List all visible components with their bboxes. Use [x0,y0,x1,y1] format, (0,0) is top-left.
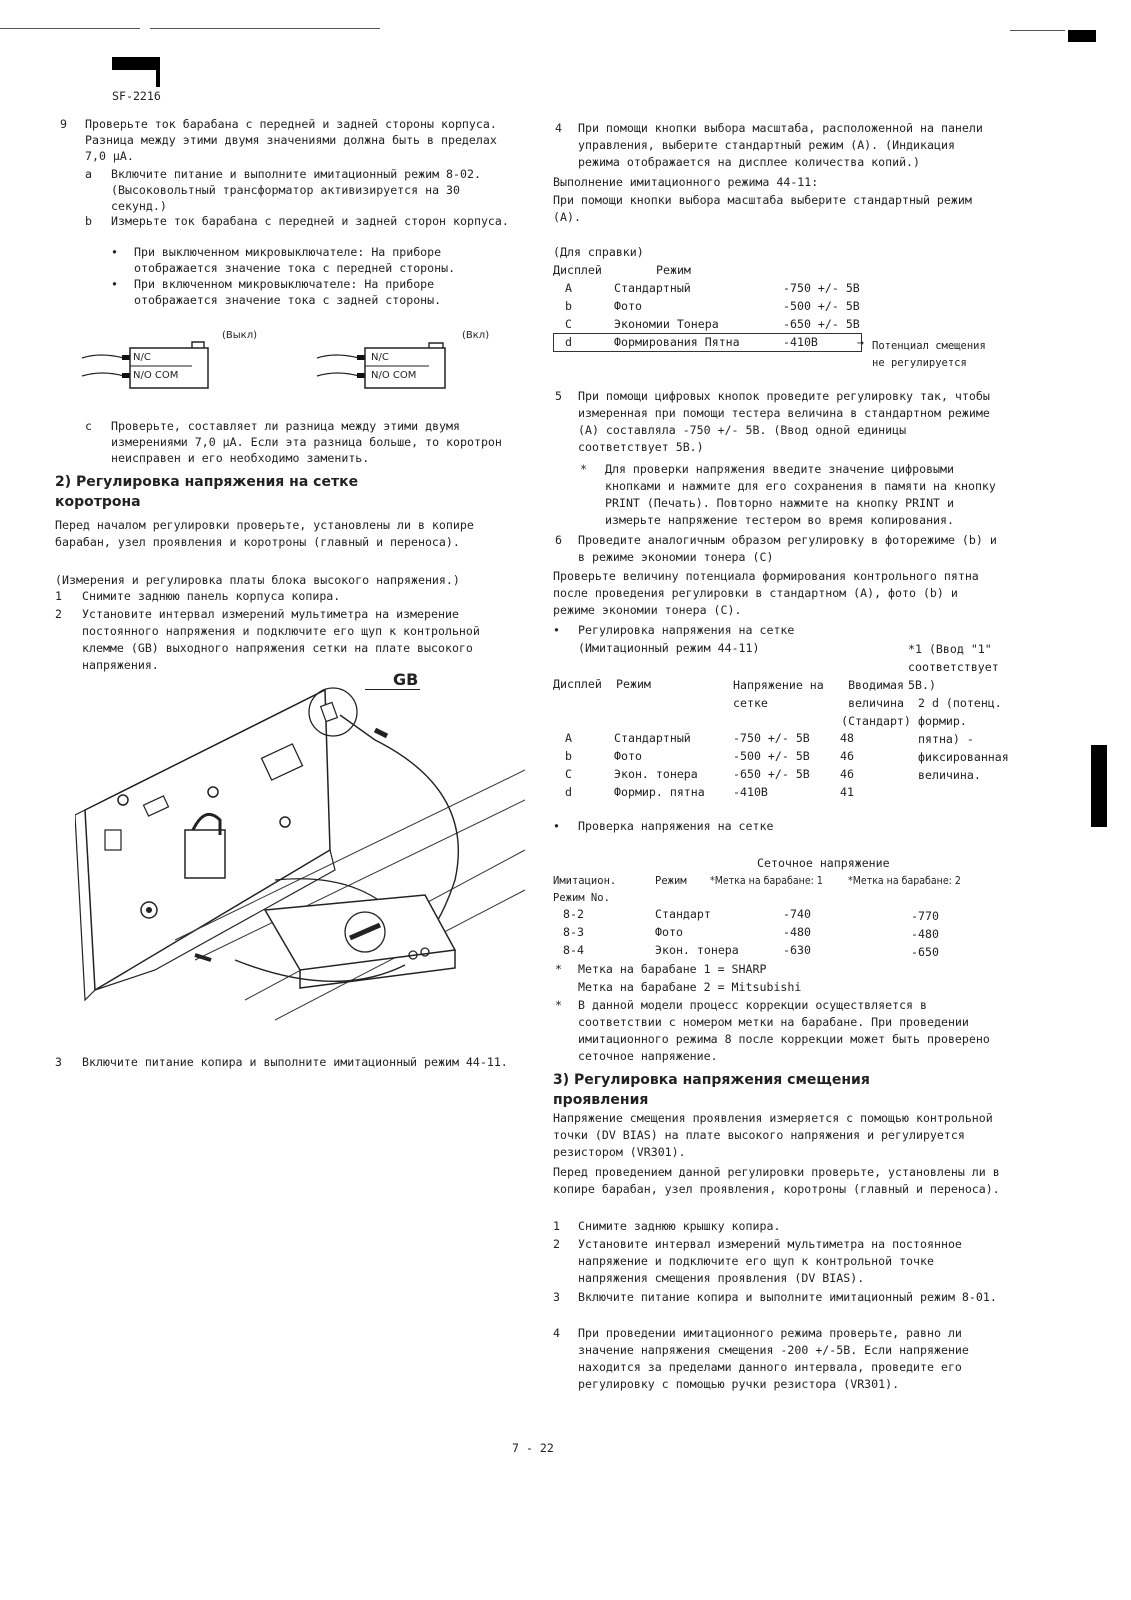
grid-head-volt: Напряжение на сетке [733,678,824,710]
ref-row-b-value: -500 +/- 5B [783,299,860,313]
section2-note: (Измерения и регулировка платы блока высокого напряжения.) [55,573,460,587]
check-table-title: Сеточное напряжение [757,856,890,870]
check-row3-m1: -630 [783,943,811,957]
step4-text: При помощи кнопки выбора масштаба, расположенной на панели управления, выберите стандартный режим (A). (Индикация режима отображается на дисплее количества копий.) [578,121,983,169]
bullet1-text: При выключенном микровыключателе: На приборе отображается значение тока с передней стороны. [134,245,456,275]
top-rule-right [1010,30,1065,31]
grid-row-a-mode: Стандартный [614,731,691,745]
step1-label: 1 [55,589,62,603]
header-tab-mark [112,57,160,70]
side-tab-mark [1091,745,1107,827]
a-label: a [85,167,92,181]
step4-label: 4 [555,121,562,135]
c-label: c [85,419,92,433]
step3-text: Включите питание копира и выполните имитационный режим 44-11. [82,1055,508,1069]
bullet2-text: При включенном микровыключателе: На приборе отображается значение тока с задней стороны. [134,277,442,307]
ref-arrow: → [857,335,864,349]
ref-row-c-display: C [565,317,572,331]
top-rule-left [0,28,140,29]
grid-note1: *1 (Ввод "1" соответствует 5B.) [908,642,999,692]
model-note: В данной модели процесс коррекции осуществляется в соответствии с номером метки на барабане. При проведении имитационного режима 8 после коррекции может быть проверено сеточное напряжение. [578,998,990,1063]
model-note-star: * [555,998,562,1012]
grid-row-a-volt: -750 +/- 5B [733,731,810,745]
mark-note-star: * [555,962,562,976]
grid-head-display: Дисплей [553,677,602,691]
header-tab-stem [156,57,160,87]
check-row2-m1: -480 [783,925,811,939]
ref-row-b-display: b [565,299,572,313]
step6-text: Проведите аналогичным образом регулировку в фоторежиме (b) и в режиме экономии тонера (C) [578,533,997,564]
bullet2-dot: • [111,277,118,291]
check-text: Проверьте величину потенциала формирования контрольного пятна после проведения регулировки в стандартном (A), фото (b) и режиме экономии тонера (C). [553,569,979,617]
b-text: Измерьте ток барабана с передней и задней сторон корпуса. [111,214,509,228]
ref-row-d-value: -410B [783,335,818,349]
hv-board-illustration [75,670,525,1030]
check-row3-mode: Экон. тонера [655,943,739,957]
ref-row-d-mode: Формирования Пятна [614,335,740,349]
ref-row-c-mode: Экономии Тонера [614,317,719,331]
check-row3-sim: 8-4 [563,943,584,957]
step5-note: Для проверки напряжения введите значение цифровыми кнопками и нажмите для его сохранения в памяти на кнопку PRINT (Печать). Повторно нажмите на кнопку PRINT и измерьте напряжение тестером во время копирования. [605,462,996,527]
top-rule-mid [150,28,380,29]
grid-row-d-mode: Формир. пятна [614,785,705,799]
s3-text: Включите питание копира и выполните имитационный режим 8-01. [578,1290,997,1304]
ref-row-c-value: -650 +/- 5B [783,317,860,331]
item9-text: Проверьте ток барабана с передней и задней стороны корпуса. Разница между этими двумя значениями должна быть в пределах 7,0 µA. [85,117,497,163]
section3-intro: Напряжение смещения проявления измеряется с помощью контрольной точки (DV BIAS) на плате высокого напряжения и регулируется резистором (VR301). [553,1111,993,1159]
corner-mark [1068,30,1096,42]
ref-row-a-mode: Стандартный [614,281,691,295]
ref-row-d-display: d [565,335,572,349]
grid-row-d-input: 41 [840,785,854,799]
check-head-mode: Режим [655,875,687,887]
check-row1-m1: -740 [783,907,811,921]
grid-adj-title: Регулировка напряжения на сетке [578,623,795,637]
switch-off-nc: N/C [133,352,151,363]
step5-label: 5 [555,389,562,403]
grid-row-b-mode: Фото [614,749,642,763]
grid-row-c-mode: Экон. тонера [614,767,698,781]
b-label: b [85,214,92,228]
ref-row-a-value: -750 +/- 5B [783,281,860,295]
switch-on-nc: N/C [371,352,389,363]
s3-label: 3 [553,1290,560,1304]
check-row2-m2: -480 [911,927,939,941]
s2-label: 2 [553,1237,560,1251]
sim-text: При помощи кнопки выбора масштаба выберите стандартный режим (A). [553,193,972,224]
grid-row-b-volt: -500 +/- 5B [733,749,810,763]
grid-adj-sim: (Имитационный режим 44-11) [578,641,760,655]
mark-note1: Метка на барабане 1 = SHARP [578,962,767,976]
check-row1-mode: Стандарт [655,907,711,921]
gb-label: GB [393,670,419,689]
check-row1-sim: 8-2 [563,907,584,921]
grid-row-c-volt: -650 +/- 5B [733,767,810,781]
check-head-m2: *Метка на барабане: 2 [848,875,961,887]
step2-text: Установите интервал измерений мультиметра на измерение постоянного напряжения и подключите его щуп к контрольной клемме (GB) выходного напряжения сетки на плате высокого напряжения. [82,607,480,672]
section3-intro2: Перед проведением данной регулировки проверьте, установлены ли в копире барабан, узел проявления, коротроны (главный и переноса). [553,1165,1000,1196]
switch-on-nocom: N/O COM [371,370,417,381]
s4-label: 4 [553,1326,560,1340]
grid-row-b-input: 46 [840,749,854,763]
a-text: Включите питание и выполните имитационный режим 8-02. (Высоковольтный трансформатор активизируется на 30 секунд.) [111,167,481,213]
switch-on-state: (Вкл) [462,330,490,341]
ref-note: Потенциал смещения не регулируется [872,340,986,369]
grid-adj-dot: • [553,623,560,637]
switch-off-nocom: N/O COM [133,370,179,381]
ref-row-b-mode: Фото [614,299,642,313]
check-head-m1: *Метка на барабане: 1 [710,875,823,887]
s4-text: При проведении имитационного режима проверьте, равно ли значение напряжения смещения -200 +/-5B. Если напряжение находится за пределами данного интервала, проведите его регулировку с помощью ручки резистора (VR301). [578,1326,969,1391]
check-row2-sim: 8-3 [563,925,584,939]
section3-heading: 3) Регулировка напряжения смещения проявления [553,1072,870,1108]
grid-note2: 2 d (потенц. формир. пятна) - фиксированная величина. [918,696,1009,782]
ref-head-mode: Режим [656,263,691,277]
step6-label: 6 [555,533,562,547]
grid-row-d-display: d [565,785,572,799]
grid-row-a-display: A [565,731,572,745]
ref-head-display: Дисплей [553,263,602,277]
section2-intro: Перед началом регулировки проверьте, установлены ли в копире барабан, узел проявления и коротроны (главный и переноса). [55,518,474,549]
check-head-sim: Имитацион. Режим No. [553,875,617,904]
grid-row-d-volt: -410B [733,785,768,799]
step5-star: * [580,462,587,476]
grid-row-b-display: b [565,749,572,763]
model-code: SF-2216 [112,89,161,103]
step1-text: Снимите заднюю панель корпуса копира. [82,589,341,603]
check-row3-m2: -650 [911,945,939,959]
item9-label: 9 [60,117,67,131]
grid-row-c-display: C [565,767,572,781]
page-number: 7 - 22 [512,1441,554,1455]
grid-head-input: Вводимая величина (Стандарт) [841,678,911,728]
switch-off-state: (Выкл) [222,330,257,341]
c-text: Проверьте, составляет ли разница между этими двумя измерениями 7,0 µA. Если эта разница больше, то коротрон неисправен и его необходимо заменить. [111,419,502,465]
s1-label: 1 [553,1219,560,1233]
gb-underline [365,689,420,690]
grid-head-mode: Режим [616,677,651,691]
grid-row-c-input: 46 [840,767,854,781]
ref-caption: (Для справки) [553,245,644,259]
step3-label: 3 [55,1055,62,1069]
ref-row-a-display: A [565,281,572,295]
s2-text: Установите интервал измерений мультиметра на постоянное напряжение и подключите его щуп к контрольной точке напряжения смещения проявления (DV BIAS). [578,1237,962,1285]
grid-check-dot: • [553,819,560,833]
mark-note2: Метка на барабане 2 = Mitsubishi [578,980,802,994]
section2-heading: 2) Регулировка напряжения на сетке коротрона [55,474,359,510]
grid-check-title: Проверка напряжения на сетке [578,819,774,833]
step5-text: При помощи цифровых кнопок проведите регулировку так, чтобы измеренная при помощи тестера величина в стандартном режиме (A) составляла -750 +/- 5B. (Ввод одной единицы соответствует 5B.) [578,389,990,454]
sim-title: Выполнение имитационного режима 44-11: [553,175,819,189]
step2-label: 2 [55,607,62,621]
check-row1-m2: -770 [911,909,939,923]
check-row2-mode: Фото [655,925,683,939]
s1-text: Снимите заднюю крышку копира. [578,1219,781,1233]
grid-row-a-input: 48 [840,731,854,745]
bullet1-dot: • [111,245,118,259]
